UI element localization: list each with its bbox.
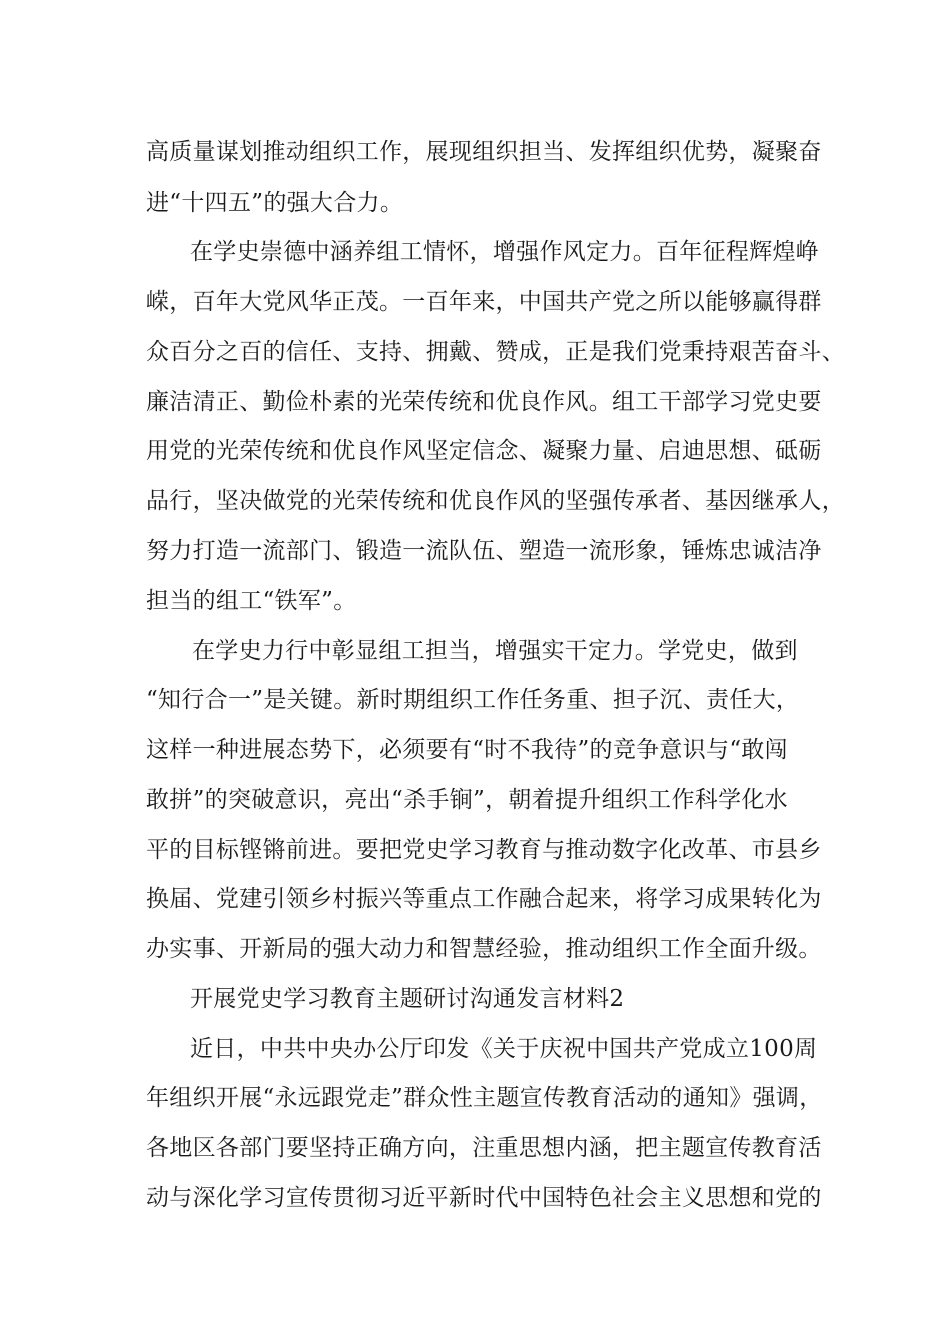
text-line: 众百分之百的信任、支持、拥戴、赞成，正是我们党秉持艰苦奋斗、 <box>146 339 845 365</box>
text-line: 高质量谋划推动组织工作，展现组织担当、发挥组织优势，凝聚奋 <box>146 139 822 165</box>
section-heading: 开展党史学习教育主题研讨沟通发言材料2 <box>190 986 625 1012</box>
text-line: 年组织开展“永远跟党走”群众性主题宣传教育活动的通知》强调， <box>146 1085 823 1111</box>
text-line: 担当的组工“铁军”。 <box>146 588 357 614</box>
text-line: 进“十四五”的强大合力。 <box>146 190 404 216</box>
text-line: 努力打造一流部门、锻造一流队伍、塑造一流形象，锤炼忠诚洁净 <box>146 538 822 564</box>
paragraph-start-line: 在学史崇德中涵养组工情怀，增强作风定力。百年征程辉煌峥 <box>190 239 820 265</box>
text-line: 嵘，百年大党风华正茂。一百年来，中国共产党之所以能够赢得群 <box>146 289 822 315</box>
text-line: “知行合一”是关键。新时期组织工作任务重、担子沉、责任大， <box>146 687 800 713</box>
text-line: 换届、党建引领乡村振兴等重点工作融合起来，将学习成果转化为 <box>146 886 822 912</box>
text-line: 办实事、开新局的强大动力和智慧经验，推动组织工作全面升级。 <box>146 936 822 962</box>
text-line: 动与深化学习宣传贯彻习近平新时代中国特色社会主义思想和党的 <box>146 1185 822 1211</box>
paragraph-start-line: 在学史力行中彰显组工担当，增强实干定力。学党史，做到 <box>192 638 798 664</box>
text-line: 用党的光荣传统和优良作风坚定信念、凝聚力量、启迪思想、砥砺 <box>146 438 822 464</box>
text-line: 敢拼”的突破意识，亮出“杀手锏”，朝着提升组织工作科学化水 <box>146 787 788 813</box>
text-line: 这样一种进展态势下，必须要有“时不我待”的竞争意识与“敢闯 <box>146 737 788 763</box>
text-line: 廉洁清正、勤俭朴素的光荣传统和优良作风。组工干部学习党史要 <box>146 389 822 415</box>
text-line: 各地区各部门要坚持正确方向，注重思想内涵，把主题宣传教育活 <box>146 1135 822 1161</box>
paragraph-start-line: 近日，中共中央办公厅印发《关于庆祝中国共产党成立100周 <box>190 1036 818 1062</box>
text-line: 品行，坚决做党的光荣传统和优良作风的坚强传承者、基因继承人， <box>146 488 845 514</box>
text-line: 平的目标铿锵前进。要把党史学习教育与推动数字化改革、市县乡 <box>146 837 822 863</box>
